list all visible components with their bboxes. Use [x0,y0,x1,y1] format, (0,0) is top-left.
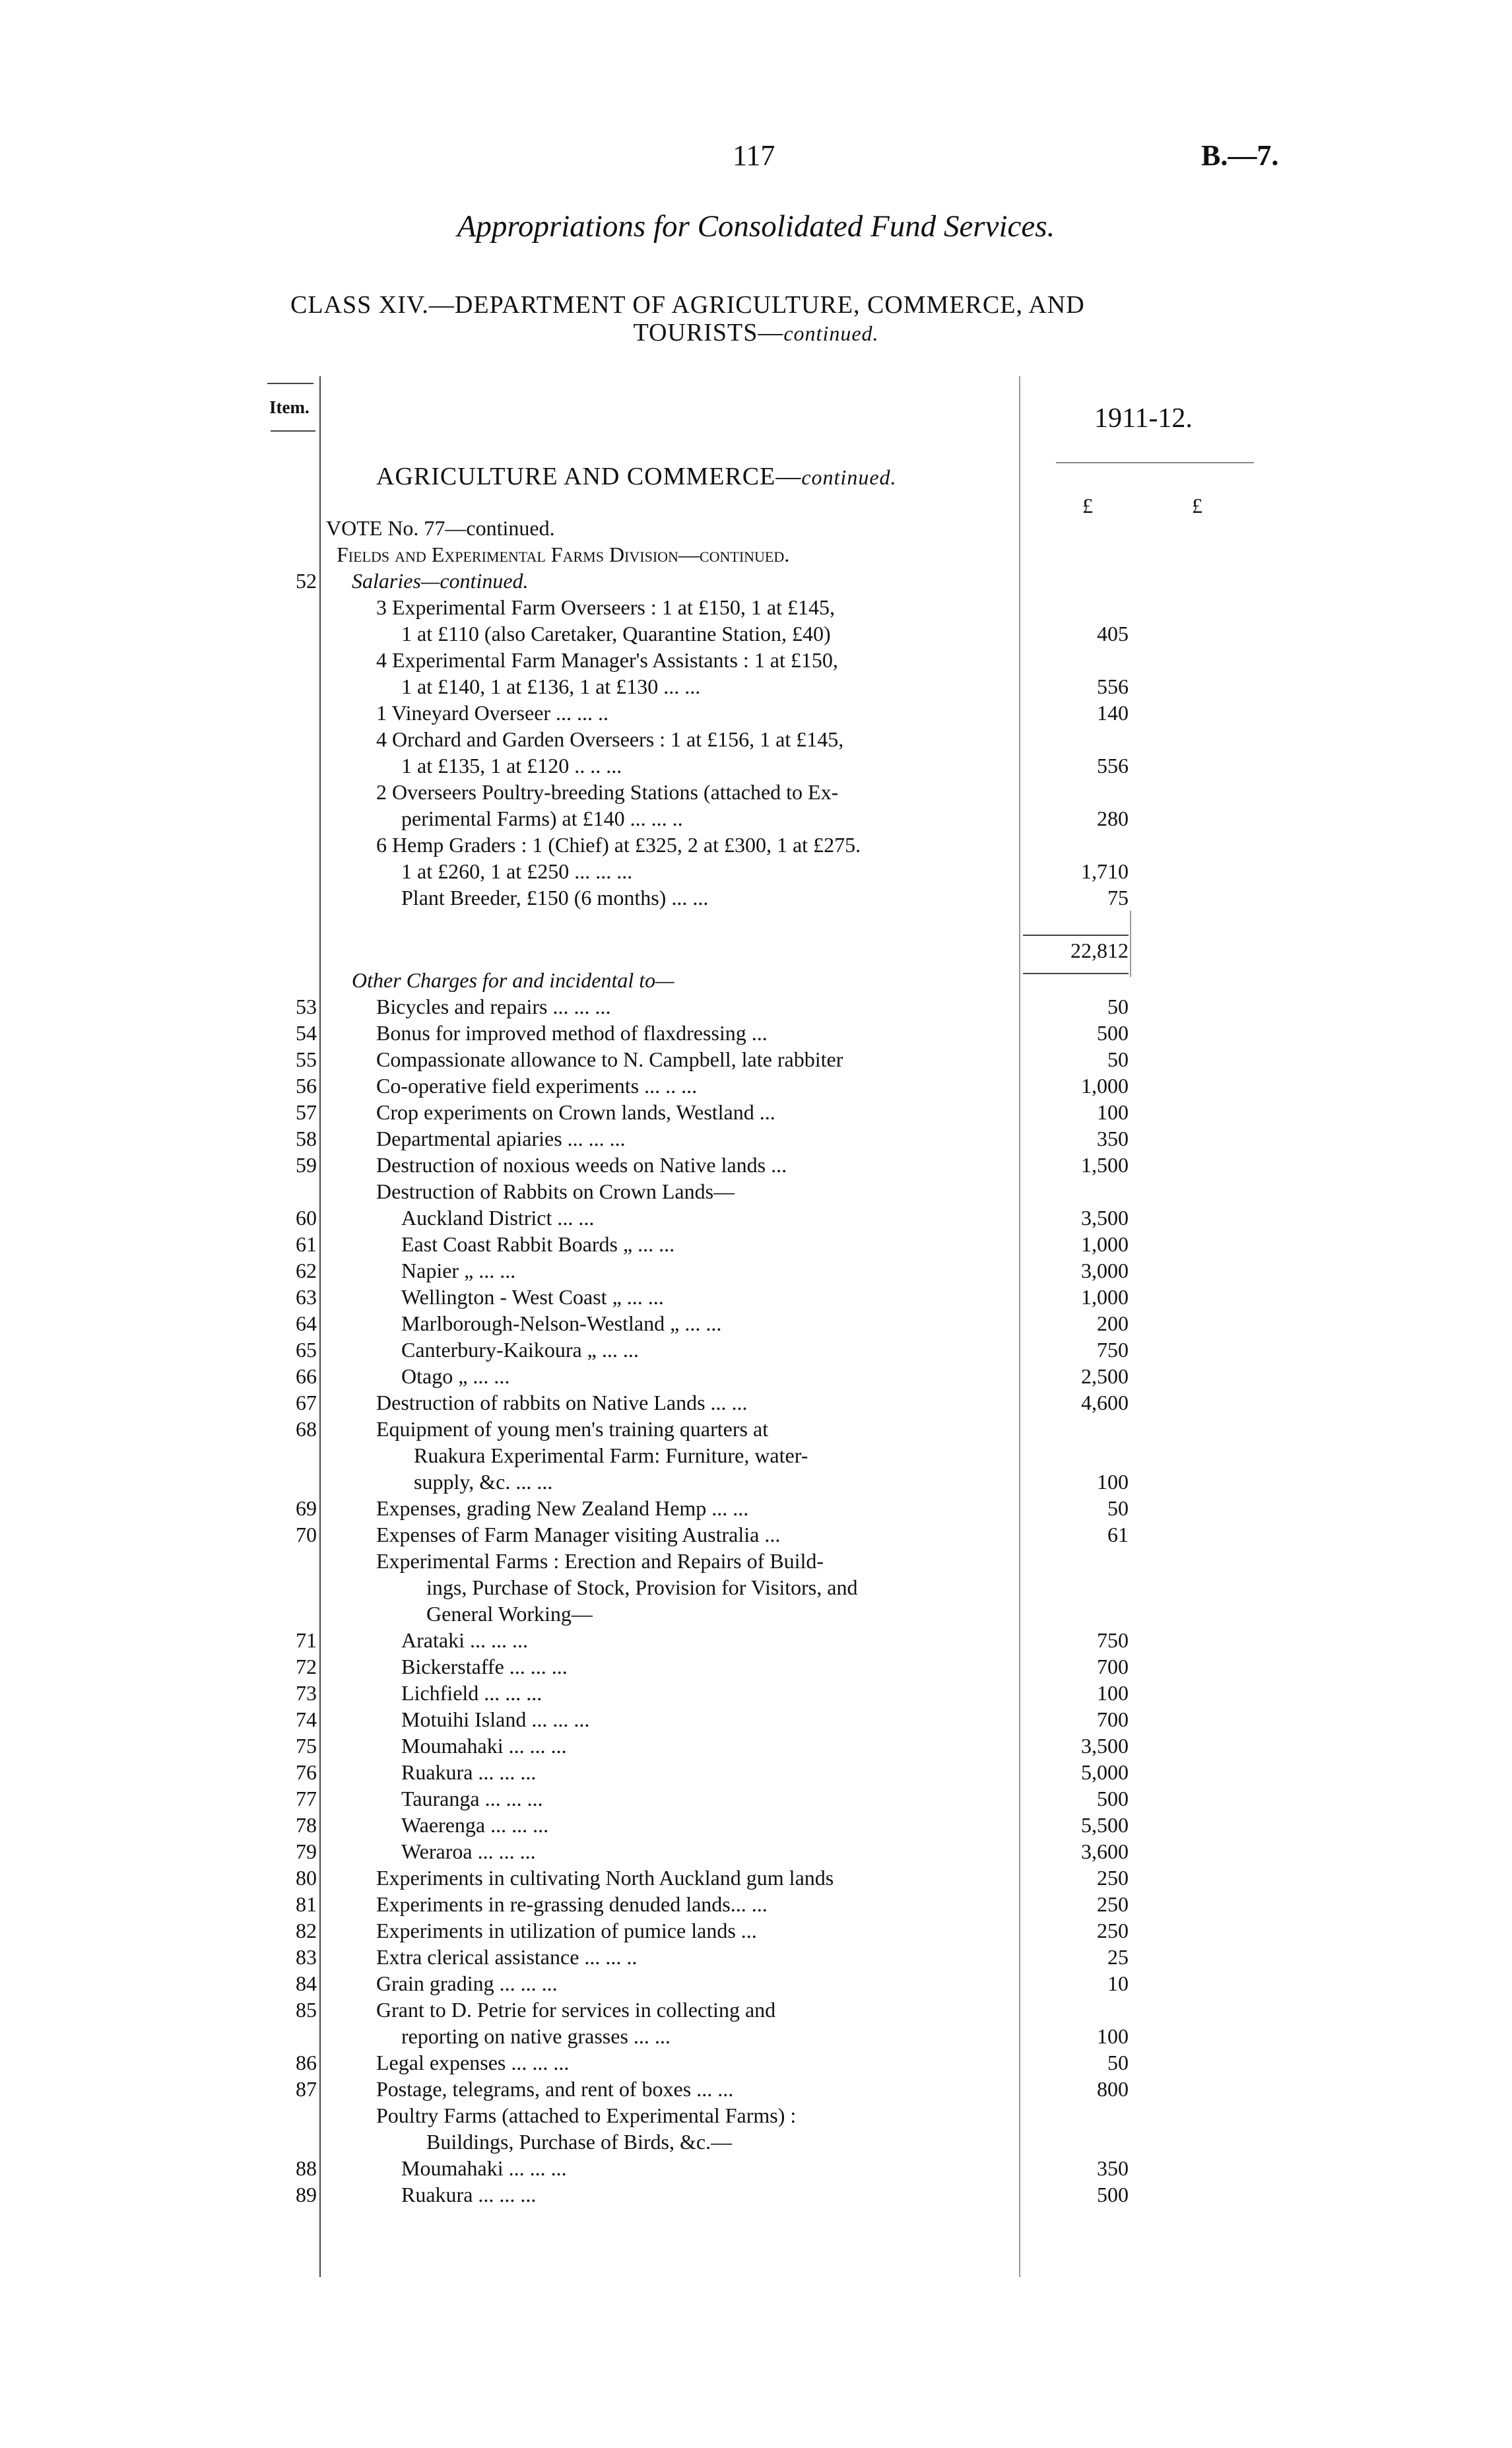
heading-row [0,568,1512,594]
pound-column-2-header: £ [1192,494,1202,517]
row-text: 6 Hemp Graders : 1 (Chief) at £325, 2 at £300, 1 at £275. [376,833,861,857]
row-text: Arataki ... ... ... [401,1628,528,1652]
row-text: Grant to D. Petrie for services in collecting and [376,1998,776,2022]
row-text: Expenses of Farm Manager visiting Australia ... [376,1523,781,1546]
year-column-header: 1911-12. [1094,403,1193,434]
row-amount: 50 [1107,2051,1129,2074]
row-text: Co-operative field experiments ... .. ... [376,1074,698,1098]
table-row [0,1733,1512,1759]
row-text: Salaries—continued. [352,569,529,593]
row-text: Extra clerical assistance ... ... .. [376,1945,638,1969]
table-row [0,1627,1512,1653]
item-number: 68 [296,1417,317,1441]
page-number: 117 [733,139,775,172]
table-row [0,1205,1512,1231]
table-row [0,1099,1512,1125]
item-number: 63 [296,1285,317,1309]
row-text: Poultry Farms (attached to Experimental Farms) : [376,2103,797,2127]
table-row [0,1020,1512,1046]
row-text: Napier „ ... ... [401,1259,516,1282]
subtotal-row [0,937,1512,964]
table-row [0,2181,1512,2208]
row-amount: 3,500 [1081,1206,1129,1230]
row-text: Ruakura Experimental Farm: Furniture, water- [414,1443,808,1467]
row-text: Experimental Farms : Erection and Repairs of Build- [376,1549,824,1573]
table-row [0,1231,1512,1257]
table-row [0,1495,1512,1521]
row-amount: 350 [1097,1127,1129,1150]
row-amount: 250 [1097,1866,1129,1890]
item-number: 61 [296,1232,317,1256]
table-row [0,1785,1512,1812]
row-amount: 250 [1097,1919,1129,1942]
header-rule [267,383,313,384]
item-number: 60 [296,1206,317,1230]
row-text: Postage, telegrams, and rent of boxes ... ... [376,2077,734,2101]
table-row [0,1469,1512,1495]
table-row [0,1363,1512,1389]
table-row [0,647,1512,673]
row-text: Auckland District ... ... [401,1206,595,1230]
table-row [0,1284,1512,1310]
row-amount: 50 [1107,995,1129,1018]
item-number: 64 [296,1311,317,1335]
row-amount: 700 [1097,1655,1129,1678]
table-row [0,1997,1512,2023]
table-row [0,884,1512,911]
table-row [0,1865,1512,1891]
row-amount: 3,600 [1081,1839,1129,1863]
item-number: 65 [296,1338,317,1362]
item-number: 56 [296,1074,317,1098]
table-row [0,1125,1512,1152]
row-amount: 800 [1097,2077,1129,2101]
row-text: ings, Purchase of Stock, Provision for Visitors, and [426,1575,858,1599]
row-text: 1 at £110 (also Caretaker, Quarantine Station, £40) [401,622,831,645]
row-text: Lichfield ... ... ... [401,1681,542,1705]
row-amount: 1,000 [1081,1232,1129,1256]
item-number: 62 [296,1259,317,1282]
row-amount: 3,000 [1081,1259,1129,1282]
section-heading-text: AGRICULTURE AND COMMERCE— [376,463,802,490]
row-amount: 200 [1097,1311,1129,1335]
table-row [0,1759,1512,1785]
item-number: 79 [296,1839,317,1863]
heading-row [0,1601,1512,1627]
table-row [0,1389,1512,1416]
row-amount: 500 [1097,1787,1129,1810]
row-text: Bicycles and repairs ... ... ... [376,995,611,1018]
item-number: 85 [296,1998,317,2022]
table-row [0,1073,1512,1099]
row-text: 1 at £135, 1 at £120 .. .. ... [401,754,622,777]
row-text: Wellington - West Coast „ ... ... [401,1285,664,1309]
table-row [0,1310,1512,1337]
heading-row [0,2129,1512,2155]
class-heading-line2-text: TOURISTS— [633,319,784,347]
row-amount: 500 [1097,2183,1129,2206]
table-row [0,1337,1512,1363]
row-text: 1 at £260, 1 at £250 ... ... ... [401,859,633,883]
item-number: 82 [296,1919,317,1942]
table-row [0,594,1512,620]
table-row [0,620,1512,647]
row-amount: 1,710 [1081,859,1129,883]
row-text: Canterbury-Kaikoura „ ... ... [401,1338,639,1362]
row-text: Plant Breeder, £150 (6 months) ... ... [401,886,709,910]
table-row [0,752,1512,779]
section-heading [376,462,897,491]
row-amount: 750 [1097,1338,1129,1362]
item-number: 81 [296,1892,317,1916]
row-amount: 100 [1097,1100,1129,1124]
row-amount: 1,000 [1081,1285,1129,1309]
table-row [0,993,1512,1020]
row-text: Bonus for improved method of flaxdressing ... [376,1021,768,1045]
row-text: Moumahaki ... ... ... [401,2156,567,2180]
row-text: Weraroa ... ... ... [401,1839,536,1863]
row-amount: 10 [1107,1971,1129,1995]
table-row [0,1838,1512,1865]
row-amount: 50 [1107,1496,1129,1520]
pound-column-1-header: £ [1082,494,1093,517]
item-number: 67 [296,1391,317,1414]
heading-row [0,2102,1512,2129]
row-text: Experiments in re-grassing denuded lands... ... [376,1892,768,1916]
item-number: 59 [296,1153,317,1177]
item-number: 55 [296,1047,317,1071]
item-number: 53 [296,995,317,1018]
row-amount: 100 [1097,2024,1129,2048]
table-row [0,726,1512,752]
row-text: supply, &c. ... ... [414,1470,553,1494]
item-number: 69 [296,1496,317,1520]
item-number: 74 [296,1707,317,1731]
row-text: Other Charges for and incidental to— [352,968,674,992]
item-number: 52 [296,569,317,593]
row-amount: 700 [1097,1707,1129,1731]
item-number: 87 [296,2077,317,2101]
table-row [0,1152,1512,1178]
heading-row [0,541,1512,568]
heading-row [0,515,1512,541]
page-title: Appropriations for Consolidated Fund Services. [457,209,1055,244]
row-amount: 250 [1097,1892,1129,1916]
row-amount: 100 [1097,1681,1129,1705]
table-row [0,1891,1512,1917]
row-amount: 4,600 [1081,1391,1129,1414]
row-text: Ruakura ... ... ... [401,1760,537,1784]
row-amount: 750 [1097,1628,1129,1652]
item-number: 73 [296,1681,317,1705]
row-text: Buildings, Purchase of Birds, &c.— [426,2130,733,2154]
row-text: East Coast Rabbit Boards „ ... ... [401,1232,675,1256]
item-number: 66 [296,1364,317,1388]
table-row [0,858,1512,884]
table-row [0,673,1512,700]
row-text: reporting on native grasses ... ... [401,2024,671,2048]
section-heading-continued: continued. [801,465,897,489]
table-row [0,2049,1512,2076]
header-rule [271,430,315,432]
row-text: Compassionate allowance to N. Campbell, late rabbiter [376,1047,843,1071]
row-text: Destruction of Rabbits on Crown Lands— [376,1179,735,1203]
table-row [0,2023,1512,2049]
row-text: General Working— [426,1602,593,1626]
table-row [0,2076,1512,2102]
table-row [0,1917,1512,1944]
item-number: 84 [296,1971,317,1995]
row-text: Experiments in cultivating North Auckland gum lands [376,1866,834,1890]
table-row [0,1680,1512,1706]
row-amount: 280 [1097,807,1129,830]
item-number: 75 [296,1734,317,1758]
table-row [0,1416,1512,1442]
table-row [0,700,1512,726]
item-number: 86 [296,2051,317,2074]
heading-row [0,1548,1512,1574]
row-text: VOTE No. 77—continued. [326,516,555,540]
row-amount: 2,500 [1081,1364,1129,1388]
row-text: Departmental apiaries ... ... ... [376,1127,626,1150]
row-text: Motuihi Island ... ... ... [401,1707,590,1731]
item-number: 80 [296,1866,317,1890]
row-text: 1 at £140, 1 at £136, 1 at £130 ... ... [401,675,701,698]
year-rule [1056,462,1254,463]
row-amount: 405 [1097,622,1129,645]
item-number: 71 [296,1628,317,1652]
row-text: Equipment of young men's training quarters at [376,1417,769,1441]
table-row [0,1812,1512,1838]
table-row [0,1442,1512,1469]
item-number: 78 [296,1813,317,1837]
table-row [0,1521,1512,1548]
row-amount: 556 [1097,675,1129,698]
table-row [0,1944,1512,1970]
row-text: 4 Experimental Farm Manager's Assistants : 1 at £150, [376,648,838,672]
item-number: 89 [296,2183,317,2206]
item-number: 83 [296,1945,317,1969]
row-text: Ruakura ... ... ... [401,2183,537,2206]
row-text: Otago „ ... ... [401,1364,510,1388]
row-amount: 5,500 [1081,1813,1129,1837]
class-heading-continued: continued. [783,321,879,345]
row-text: 4 Orchard and Garden Overseers : 1 at £156, 1 at £145, [376,727,844,751]
row-text: Waerenga ... ... ... [401,1813,549,1837]
class-heading-line1: CLASS XIV.—DEPARTMENT OF AGRICULTURE, COMMERCE, AND [290,291,1085,319]
row-text: perimental Farms) at £140 ... ... .. [401,807,683,830]
item-number: 57 [296,1100,317,1124]
row-amount: 556 [1097,754,1129,777]
item-number: 54 [296,1021,317,1045]
row-amount: 500 [1097,1021,1129,1045]
table-row [0,1046,1512,1073]
row-amount: 100 [1097,1470,1129,1494]
item-column-header: Item. [269,397,310,417]
row-text: 1 Vineyard Overseer ... ... .. [376,701,609,725]
row-amount: 350 [1097,2156,1129,2180]
table-row [0,1257,1512,1284]
row-text: Grain grading ... ... ... [376,1971,558,1995]
heading-row [0,1178,1512,1205]
row-text: Moumahaki ... ... ... [401,1734,567,1758]
row-amount: 50 [1107,1047,1129,1071]
item-number: 77 [296,1787,317,1810]
row-amount: 75 [1107,886,1129,910]
row-amount: 61 [1107,1523,1129,1546]
item-number: 88 [296,2156,317,2180]
row-text: Destruction of noxious weeds on Native lands ... [376,1153,787,1177]
heading-row [0,967,1512,993]
row-text: Experiments in utilization of pumice lands ... [376,1919,757,1942]
table-row [0,1970,1512,1997]
class-heading-line2 [0,318,1512,347]
heading-row [0,1574,1512,1601]
item-number: 72 [296,1655,317,1678]
row-amount: 140 [1097,701,1129,725]
item-number: 70 [296,1523,317,1546]
document-reference: B.—7. [1201,139,1279,172]
subtotal-rule [1023,935,1129,936]
table-row [0,805,1512,832]
table-row [0,2155,1512,2181]
row-text: 2 Overseers Poultry-breeding Stations (attached to Ex- [376,780,839,804]
row-text: Crop experiments on Crown lands, Westland ... [376,1100,775,1124]
row-text: Fields and Experimental Farms Division—continued. [337,543,790,566]
table-row [0,1706,1512,1733]
row-amount: 3,500 [1081,1734,1129,1758]
table-row [0,832,1512,858]
table-row [0,779,1512,805]
row-text: Destruction of rabbits on Native Lands ... ... [376,1391,748,1414]
row-text: Bickerstaffe ... ... ... [401,1655,568,1678]
row-amount: 25 [1107,1945,1129,1969]
row-text: Legal expenses ... ... ... [376,2051,570,2074]
row-text: Marlborough-Nelson-Westland „ ... ... [401,1311,722,1335]
row-amount: 1,500 [1081,1153,1129,1177]
item-number: 76 [296,1760,317,1784]
row-text: Tauranga ... ... ... [401,1787,543,1810]
row-text: Expenses, grading New Zealand Hemp ... ... [376,1496,749,1520]
table-row [0,1653,1512,1680]
row-amount: 1,000 [1081,1074,1129,1098]
subtotal-amount: 22,812 [1070,939,1129,962]
item-number: 58 [296,1127,317,1150]
row-amount: 5,000 [1081,1760,1129,1784]
row-text: 3 Experimental Farm Overseers : 1 at £150, 1 at £145, [376,595,835,619]
